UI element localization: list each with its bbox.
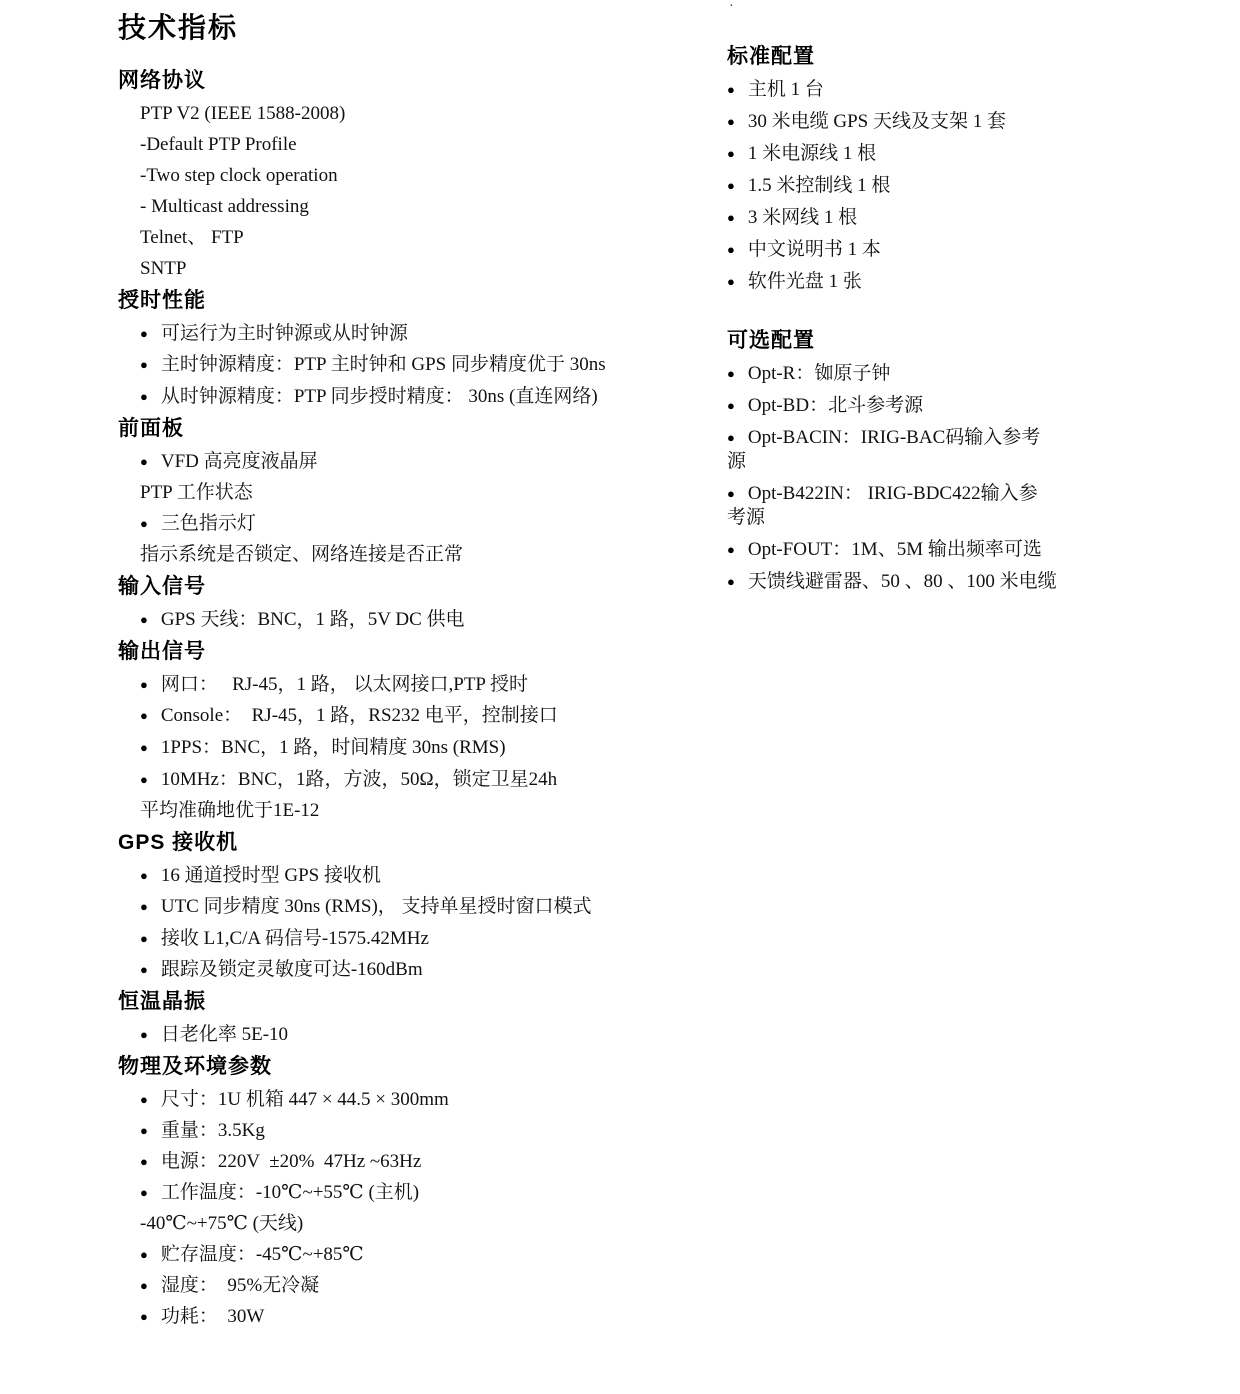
bullet-icon: ● — [140, 454, 148, 469]
spec-text: 可运行为主时钟源或从时钟源 — [160, 323, 408, 344]
section-standard-config — [727, 44, 1172, 294]
section-heading-ocxo: 恒温晶振 — [118, 990, 206, 1013]
spec-text: 日老化率 5E-10 — [160, 1024, 289, 1045]
spec-text: PTP 工作状态 — [140, 482, 253, 503]
spec-item — [118, 799, 703, 823]
spec-text: 接收 L1,C/A 码信号-1575.42MHz — [160, 928, 429, 949]
spec-text: Telnet、 FTP — [140, 227, 244, 248]
spec-item — [727, 538, 1172, 562]
spec-item — [118, 608, 703, 632]
spec-item — [118, 927, 703, 951]
bullet-icon: ● — [727, 274, 735, 289]
section-ocxo — [118, 989, 703, 1047]
bullet-icon: ● — [727, 366, 735, 381]
spec-text: 从时钟源精度：PTP 同步授时精度： 30ns (直连网络) — [160, 386, 598, 407]
spec-text: 贮存温度：-45℃~+85℃ — [160, 1244, 364, 1265]
spec-item — [727, 270, 1172, 294]
spec-item-continuation — [727, 506, 1172, 530]
spec-text: 中文说明书 1 本 — [747, 239, 881, 260]
spec-item — [118, 958, 703, 982]
bullet-icon: ● — [140, 962, 148, 977]
bullet-icon: ● — [140, 1027, 148, 1042]
spec-text: Opt-FOUT：1M、5M 输出频率可选 — [747, 539, 1042, 560]
bullet-icon: ● — [140, 1247, 148, 1262]
spec-text: Opt-BACIN：IRIG-BAC码输入参考 — [747, 427, 1041, 448]
section-heading-timing-performance: 授时性能 — [118, 289, 206, 312]
spec-item — [118, 385, 703, 409]
spec-text: 主时钟源精度：PTP 主时钟和 GPS 同步精度优于 30ns — [160, 354, 606, 375]
section-output-signal — [118, 639, 703, 823]
spec-text: 尺寸：1U 机箱 447 × 44.5 × 300mm — [160, 1089, 449, 1110]
spec-text: 16 通道授时型 GPS 接收机 — [160, 865, 381, 886]
spec-item — [118, 353, 703, 377]
spec-item — [118, 1088, 703, 1112]
spec-text: 电源：220V ±20% 47Hz ~63Hz — [160, 1151, 422, 1172]
bullet-icon: ● — [140, 677, 148, 692]
spec-item — [118, 512, 703, 536]
spec-item — [727, 142, 1172, 166]
spec-text: Opt-BD：北斗参考源 — [747, 395, 924, 416]
spec-text: 10MHz：BNC，1路，方波，50Ω，锁定卫星24h — [160, 769, 558, 790]
spec-text: 三色指示灯 — [160, 513, 256, 534]
section-heading-standard-config: 标准配置 — [727, 45, 815, 68]
bullet-icon: ● — [727, 210, 735, 225]
spec-item — [118, 1305, 703, 1329]
spec-item — [727, 362, 1172, 386]
stray-dot: · — [729, 0, 734, 14]
spec-item — [118, 1150, 703, 1174]
spec-text: 1PPS：BNC，1 路，时间精度 30ns (RMS) — [160, 737, 506, 758]
section-heading-network-protocol: 网络协议 — [118, 69, 206, 92]
spec-item — [118, 736, 703, 760]
bullet-icon: ● — [727, 430, 735, 445]
spec-text: 重量：3.5Kg — [160, 1120, 265, 1141]
bullet-icon: ● — [727, 146, 735, 161]
spec-item — [727, 426, 1172, 450]
spec-text: 天馈线避雷器、50 、80 、100 米电缆 — [747, 571, 1057, 592]
section-heading-front-panel: 前面板 — [118, 417, 184, 440]
bullet-icon: ● — [727, 114, 735, 129]
spec-item — [727, 110, 1172, 134]
spec-item — [118, 257, 703, 281]
spec-text: 主机 1 台 — [747, 79, 824, 100]
section-optional-config — [727, 328, 1172, 594]
spec-text: 软件光盘 1 张 — [747, 271, 862, 292]
spec-item — [118, 864, 703, 888]
bullet-icon: ● — [140, 612, 148, 627]
spec-text: -40℃~+75℃ (天线) — [140, 1213, 304, 1234]
bullet-icon: ● — [727, 486, 735, 501]
bullet-icon: ● — [140, 899, 148, 914]
bullet-icon: ● — [140, 1309, 148, 1324]
spec-item — [118, 704, 703, 728]
spec-text: 湿度： 95%无冷凝 — [160, 1275, 320, 1296]
page-title: 技术指标 — [118, 12, 239, 43]
spec-item — [727, 206, 1172, 230]
spec-item — [727, 174, 1172, 198]
bullet-icon: ● — [140, 357, 148, 372]
spec-text: 1.5 米控制线 1 根 — [747, 175, 891, 196]
spec-item — [727, 78, 1172, 102]
section-heading-optional-config: 可选配置 — [727, 329, 815, 352]
spec-text: GPS 天线：BNC，1 路，5V DC 供电 — [160, 609, 465, 630]
bullet-icon: ● — [727, 542, 735, 557]
spec-item — [118, 450, 703, 474]
spec-text: 功耗： 30W — [160, 1306, 265, 1327]
spec-item — [118, 1212, 703, 1236]
spec-item — [118, 1181, 703, 1205]
spec-item — [118, 481, 703, 505]
bullet-icon: ● — [140, 1278, 148, 1293]
bullet-icon: ● — [727, 398, 735, 413]
spec-text: 工作温度：-10℃~+55℃ (主机) — [160, 1182, 420, 1203]
section-physical-environment — [118, 1054, 703, 1329]
bullet-icon: ● — [727, 82, 735, 97]
spec-text: 网口： RJ-45，1 路， 以太网接口,PTP 授时 — [160, 674, 529, 695]
spec-text: 跟踪及锁定灵敏度可达-160dBm — [160, 959, 423, 980]
spec-item — [118, 133, 703, 157]
spec-text: Console： RJ-45，1 路，RS232 电平，控制接口 — [160, 705, 558, 726]
bullet-icon: ● — [140, 1092, 148, 1107]
spec-item — [118, 164, 703, 188]
bullet-icon: ● — [140, 708, 148, 723]
spec-text: VFD 高亮度液晶屏 — [160, 451, 318, 472]
spec-item — [727, 238, 1172, 262]
spec-text: 30 米电缆 GPS 天线及支架 1 套 — [747, 111, 1006, 132]
bullet-icon: ● — [727, 178, 735, 193]
bullet-icon: ● — [727, 242, 735, 257]
spec-text: 源 — [727, 451, 747, 472]
spec-item — [118, 895, 703, 919]
spec-item-continuation — [727, 450, 1172, 474]
spec-item — [118, 673, 703, 697]
spec-item — [118, 543, 703, 567]
spec-text: -Two step clock operation — [140, 165, 338, 186]
bullet-icon: ● — [140, 931, 148, 946]
section-input-signal — [118, 574, 703, 632]
spec-text: Opt-R：铷原子钟 — [747, 363, 891, 384]
bullet-icon: ● — [140, 1154, 148, 1169]
bullet-icon: ● — [140, 389, 148, 404]
section-network-protocol — [118, 68, 703, 281]
bullet-icon: ● — [140, 326, 148, 341]
spec-text: 考源 — [727, 507, 766, 528]
section-timing-performance — [118, 288, 703, 409]
spec-text: UTC 同步精度 30ns (RMS)， 支持单星授时窗口模式 — [160, 896, 592, 917]
spec-item — [727, 482, 1172, 506]
spec-item — [118, 1243, 703, 1267]
spec-text: SNTP — [140, 258, 187, 279]
spec-item — [118, 1119, 703, 1143]
section-front-panel — [118, 416, 703, 567]
bullet-icon: ● — [140, 772, 148, 787]
spec-item — [118, 102, 703, 126]
spec-item — [118, 195, 703, 219]
spec-item — [118, 768, 703, 792]
bullet-icon: ● — [140, 1185, 148, 1200]
section-heading-output-signal: 输出信号 — [118, 640, 206, 663]
section-heading-physical-environment: 物理及环境参数 — [118, 1055, 272, 1078]
spec-item — [118, 1023, 703, 1047]
spec-item — [118, 1274, 703, 1298]
spec-text: -Default PTP Profile — [140, 134, 297, 155]
spec-item — [118, 226, 703, 250]
spec-item — [118, 322, 703, 346]
spec-text: - Multicast addressing — [140, 196, 309, 217]
spec-item — [727, 394, 1172, 418]
spec-text: PTP V2 (IEEE 1588-2008) — [140, 103, 346, 124]
spec-text: Opt-B422IN： IRIG-BDC422输入参 — [747, 483, 1038, 504]
spec-text: 指示系统是否锁定、网络连接是否正常 — [140, 544, 464, 565]
left-column — [118, 10, 703, 1336]
bullet-icon: ● — [140, 1123, 148, 1138]
section-heading-gps-receiver: GPS 接收机 — [118, 831, 239, 854]
spec-text: 平均准确地优于1E-12 — [140, 800, 320, 821]
spec-item — [727, 570, 1172, 594]
bullet-icon: ● — [140, 516, 148, 531]
bullet-icon: ● — [140, 740, 148, 755]
section-heading-input-signal: 输入信号 — [118, 575, 206, 598]
spec-text: 3 米网线 1 根 — [747, 207, 858, 228]
bullet-icon: ● — [140, 868, 148, 883]
spec-text: 1 米电源线 1 根 — [747, 143, 877, 164]
right-column — [727, 0, 1172, 602]
bullet-icon: ● — [727, 574, 735, 589]
section-gps-receiver — [118, 830, 703, 982]
